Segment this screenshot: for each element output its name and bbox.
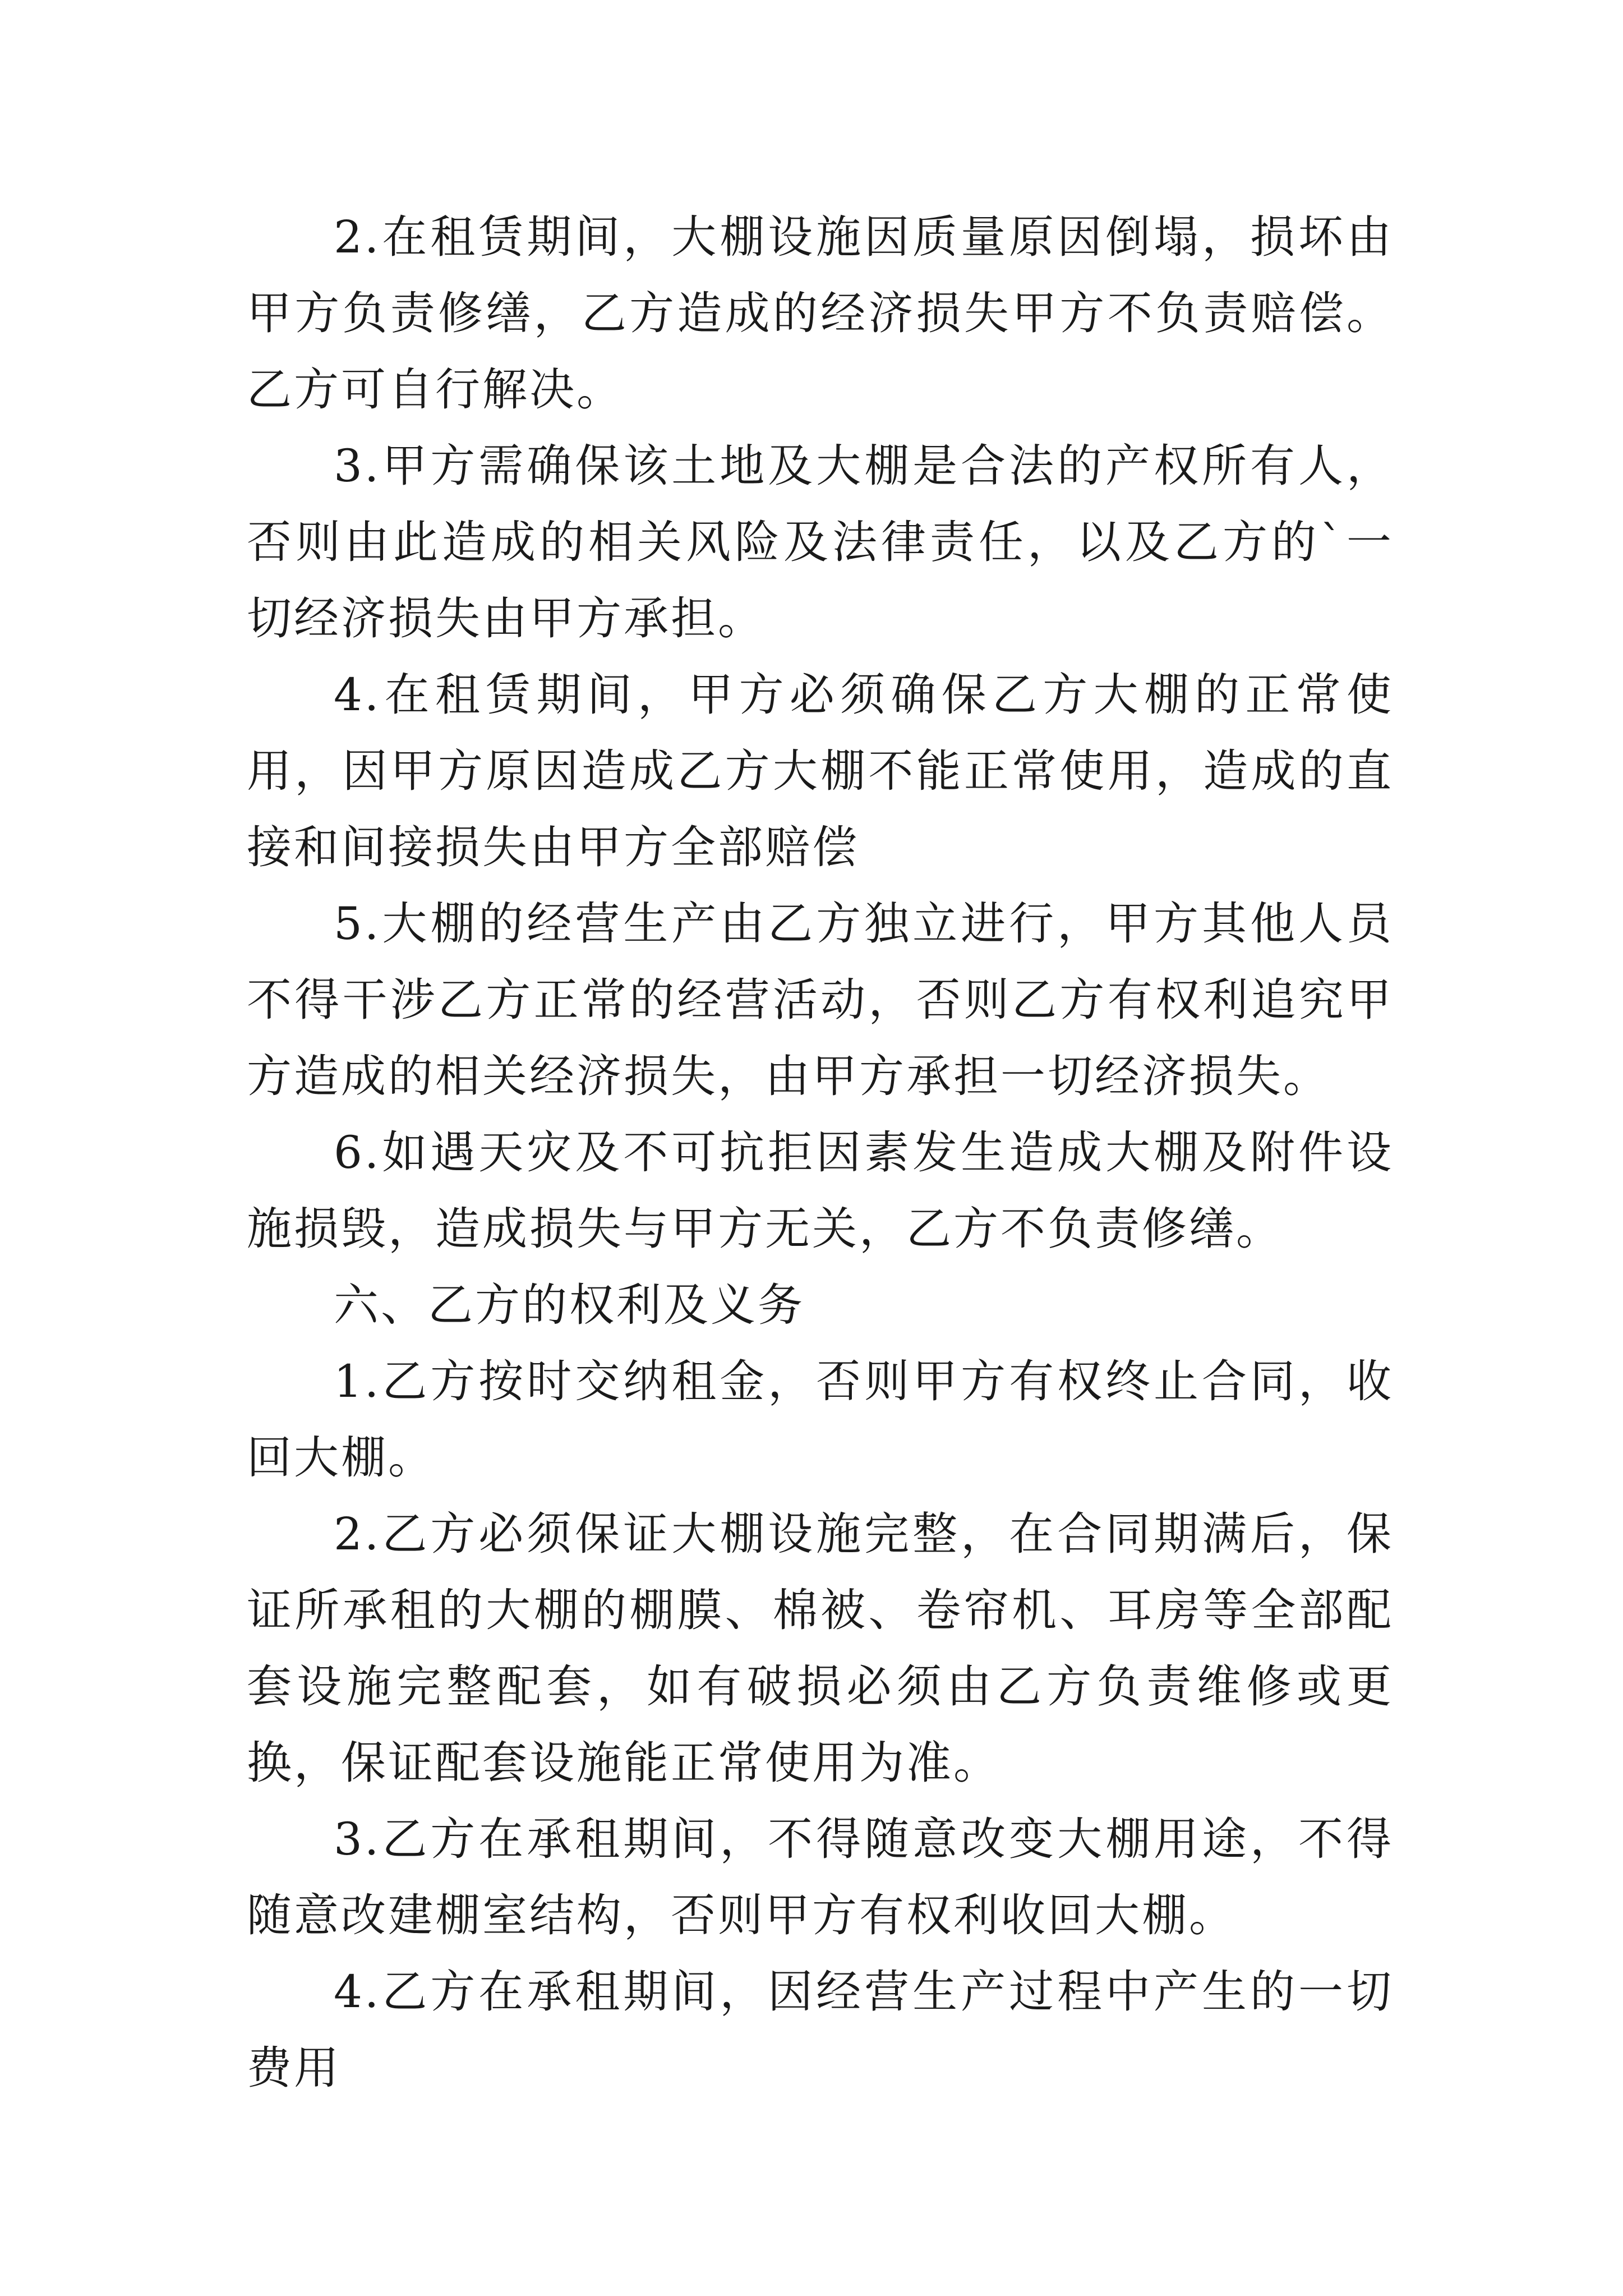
clause-paragraph: 2.乙方必须保证大棚设施完整，在合同期满后，保证所承租的大棚的棚膜、棉被、卷帘机、耳房等全部配套设施完整配套，如有破损必须由乙方负责维修或更换，保证配套设施能正常使用为准。 [247, 1508, 1394, 1789]
clause-paragraph: 4.乙方在承租期间，因经营生产过程中产生的一切费用 [247, 1966, 1394, 2094]
clause-paragraph: 3.甲方需确保该土地及大棚是合法的产权所有人，否则由此造成的相关风险及法律责任，以及乙方的`一切经济损失由甲方承担。 [247, 440, 1394, 645]
clause-paragraph: 1.乙方按时交纳租金，否则甲方有权终止合同，收回大棚。 [247, 1355, 1394, 1484]
clause-paragraph: 4.在租赁期间，甲方必须确保乙方大棚的正常使用，因甲方原因造成乙方大棚不能正常使用，造成的直接和间接损失由甲方全部赔偿 [247, 669, 1394, 873]
clause-paragraph: 5.大棚的经营生产由乙方独立进行，甲方其他人员不得干涉乙方正常的经营活动，否则乙方有权利追究甲方造成的相关经济损失，由甲方承担一切经济损失。 [247, 898, 1394, 1102]
section-heading: 六、乙方的权利及义务 [334, 1279, 805, 1331]
clause-paragraph: 6.如遇天灾及不可抗拒因素发生造成大棚及附件设施损毁，造成损失与甲方无关，乙方不负责修缮。 [247, 1126, 1394, 1255]
clause-paragraph: 3.乙方在承租期间，不得随意改变大棚用途，不得随意改建棚室结构，否则甲方有权利收回大棚。 [247, 1813, 1394, 1941]
document-body [247, 199, 1394, 2106]
clause-paragraph: 2.在租赁期间，大棚设施因质量原因倒塌，损坏由甲方负责修缮，乙方造成的经济损失甲方不负责赔偿。乙方可自行解决。 [247, 211, 1394, 416]
